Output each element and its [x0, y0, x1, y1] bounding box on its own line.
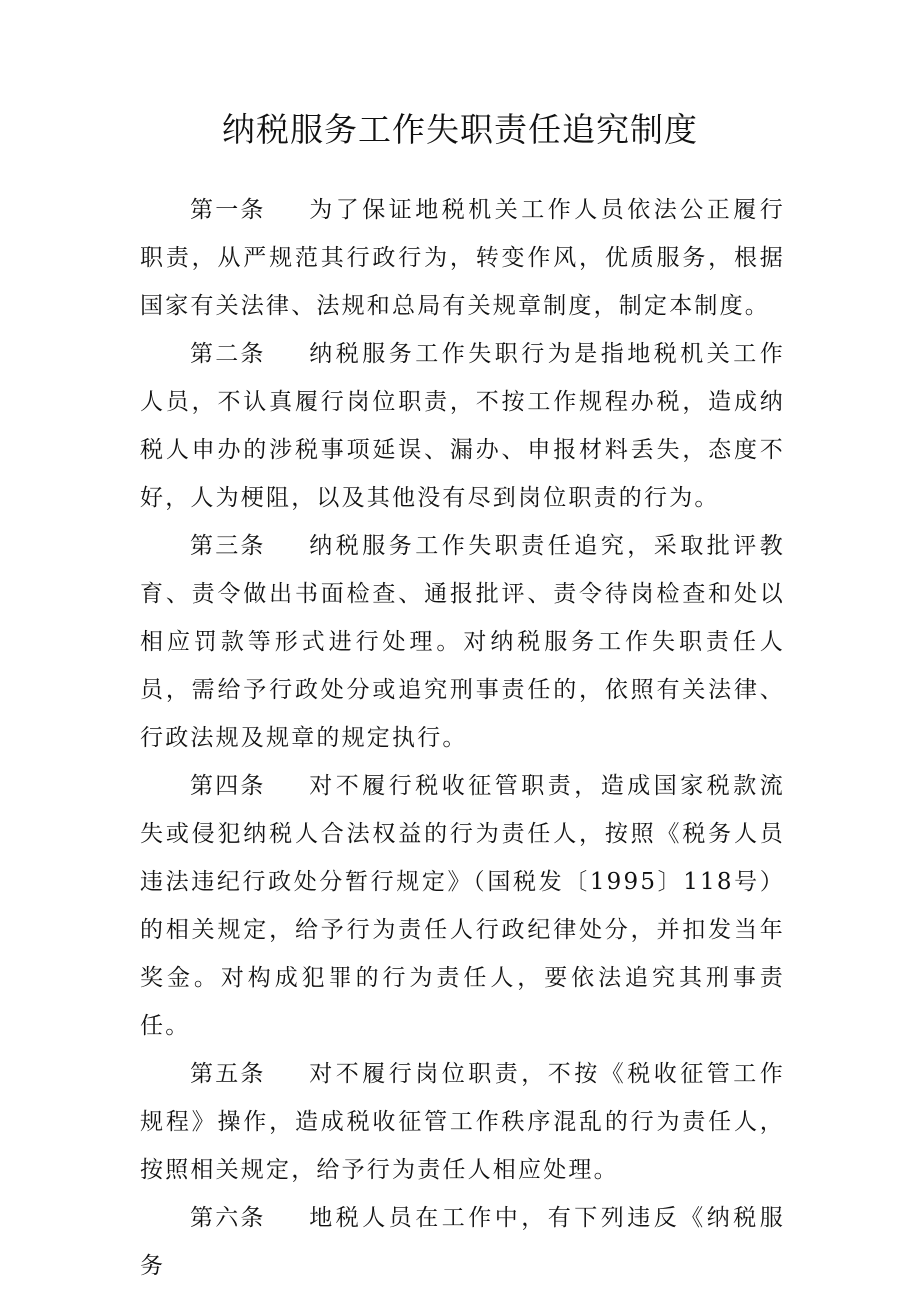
article-text: 地税人员在工作中，有下列违反《纳税服务 [140, 1205, 785, 1279]
article-text: 纳税服务工作失职责任追究，采取批评教育、责令做出书面检查、通报批评、责令待岗检查和处以相应罚款等形式进行处理。对纳税服务工作失职责任人员，需给予行政处分或追究刑事责任的，依照有关法律、行政法规及规章的规定执行。 [140, 533, 785, 751]
article-2 [140, 330, 785, 522]
article-number: 第一条 [190, 197, 266, 223]
article-5 [140, 1050, 785, 1194]
article-number: 第三条 [190, 533, 266, 559]
document-title: 纳税服务工作失职责任追究制度 [222, 110, 698, 149]
article-text: 对不履行岗位职责，不按《税收征管工作规程》操作，造成税收征管工作秩序混乱的行为责任人，按照相关规定，给予行为责任人相应处理。 [140, 1061, 785, 1183]
article-text: 纳税服务工作失职行为是指地税机关工作人员，不认真履行岗位职责，不按工作规程办税，造成纳税人申办的涉税事项延误、漏办、申报材料丢失，态度不好，人为梗阻，以及其他没有尽到岗位职责的行为。 [140, 341, 785, 511]
article-number: 第二条 [190, 341, 266, 367]
article-6 [140, 1194, 785, 1290]
article-number: 第五条 [190, 1061, 266, 1087]
article-text: 对不履行税收征管职责，造成国家税款流失或侵犯纳税人合法权益的行为责任人，按照《税务人员违法违纪行政处分暂行规定》（国税发〔1995〕118号）的相关规定，给予行为责任人行政纪律处分，并扣发当年奖金。对构成犯罪的行为责任人，要依法追究其刑事责任。 [140, 773, 785, 1039]
document-body [140, 186, 785, 1290]
article-4 [140, 762, 785, 1050]
article-3 [140, 522, 785, 762]
article-number: 第四条 [190, 773, 266, 799]
article-text: 为了保证地税机关工作人员依法公正履行职责，从严规范其行政行为，转变作风，优质服务，根据国家有关法律、法规和总局有关规章制度，制定本制度。 [140, 197, 785, 319]
article-number: 第六条 [190, 1205, 266, 1231]
article-1 [140, 186, 785, 330]
